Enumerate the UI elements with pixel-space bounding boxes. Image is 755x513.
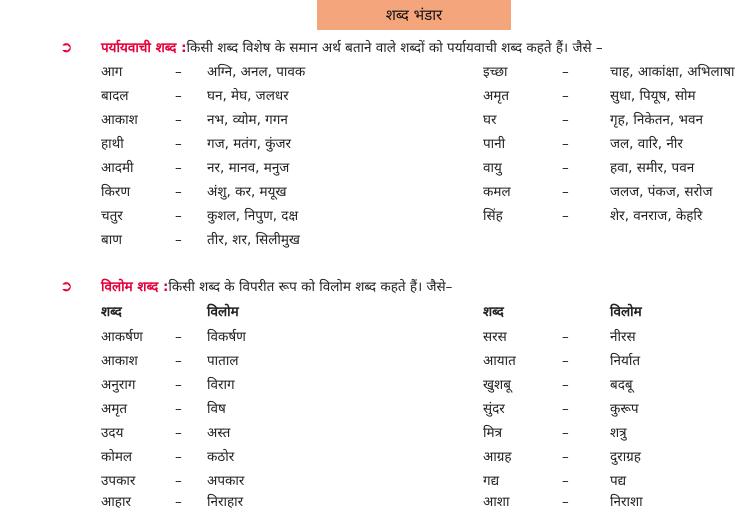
synonyms: जलज, पंकज, सरोज bbox=[610, 184, 713, 200]
opposite: अपकार bbox=[207, 473, 245, 489]
word: घर bbox=[483, 112, 497, 128]
opposite: शत्रु bbox=[610, 425, 627, 441]
word: उदय bbox=[101, 425, 124, 441]
synonyms: गज, मतंग, कुंजर bbox=[207, 136, 292, 152]
antonyms-header-row bbox=[0, 301, 755, 323]
synonym-row bbox=[0, 157, 755, 179]
dash: – bbox=[562, 401, 569, 417]
synonyms: घन, मेघ, जलधर bbox=[207, 88, 289, 104]
dash: – bbox=[175, 208, 182, 224]
word: वायु bbox=[483, 160, 502, 176]
dash: – bbox=[175, 473, 182, 489]
word: कमल bbox=[483, 184, 511, 200]
opposite: दुराग्रह bbox=[610, 449, 641, 465]
synonyms: चाह, आकांक्षा, अभिलाषा bbox=[610, 64, 735, 80]
column-header-word: शब्द bbox=[483, 304, 504, 320]
synonyms: हवा, समीर, पवन bbox=[610, 160, 695, 176]
synonym-row bbox=[0, 61, 755, 83]
dash: – bbox=[175, 353, 182, 369]
opposite: विष bbox=[207, 401, 226, 417]
antonyms-heading bbox=[60, 276, 452, 296]
word: सुंदर bbox=[483, 401, 505, 417]
word: आग्रह bbox=[483, 449, 512, 465]
opposite: कुरूप bbox=[610, 401, 639, 417]
synonyms: अंशु, कर, मयूख bbox=[207, 184, 287, 200]
page-title: शब्द भंडार bbox=[317, 0, 511, 30]
opposite: निराशा bbox=[610, 494, 643, 510]
synonyms-heading bbox=[60, 37, 603, 57]
antonym-row bbox=[0, 422, 755, 444]
dash: – bbox=[175, 232, 182, 248]
opposite: विकर्षण bbox=[207, 329, 246, 345]
dash: – bbox=[175, 494, 182, 510]
word: हाथी bbox=[101, 136, 124, 152]
word: इच्छा bbox=[483, 64, 508, 80]
opposite: पाताल bbox=[207, 353, 239, 369]
antonyms-description: किसी शब्द के विपरीत रूप को विलोम शब्द कहते हैं। जैसे– bbox=[168, 279, 453, 295]
synonym-row bbox=[0, 181, 755, 203]
word: आकाश bbox=[101, 353, 138, 369]
dash: – bbox=[562, 160, 569, 176]
dash: – bbox=[562, 353, 569, 369]
opposite: बदबू bbox=[610, 377, 633, 393]
word: आकाश bbox=[101, 112, 138, 128]
synonym-row bbox=[0, 133, 755, 155]
dash: – bbox=[175, 425, 182, 441]
word: अमृत bbox=[101, 401, 128, 417]
dash: – bbox=[562, 449, 569, 465]
word: कोमल bbox=[101, 449, 133, 465]
word: चतुर bbox=[101, 208, 123, 224]
word: बादल bbox=[101, 88, 129, 104]
dash: – bbox=[175, 112, 182, 128]
word: गद्य bbox=[483, 473, 500, 489]
word: बाण bbox=[101, 232, 122, 248]
word: किरण bbox=[101, 184, 131, 200]
word: उपकार bbox=[101, 473, 136, 489]
column-header-opposite: विलोम bbox=[207, 304, 239, 320]
dash: – bbox=[175, 329, 182, 345]
synonyms: नभ, व्योम, गगन bbox=[207, 112, 288, 128]
dash: – bbox=[562, 136, 569, 152]
synonyms: गृह, निकेतन, भवन bbox=[610, 112, 703, 128]
word: सरस bbox=[483, 329, 507, 345]
synonyms-label: पर्यायवाची शब्द : bbox=[101, 40, 187, 56]
word: आयात bbox=[483, 353, 516, 369]
dash: – bbox=[175, 449, 182, 465]
synonyms: शेर, वनराज, केहरि bbox=[610, 208, 703, 224]
word: खुशबू bbox=[483, 377, 511, 393]
column-header-word: शब्द bbox=[101, 304, 122, 320]
dash: – bbox=[175, 377, 182, 393]
synonym-row bbox=[0, 205, 755, 227]
dash: – bbox=[562, 184, 569, 200]
synonyms: कुशल, निपुण, दक्ष bbox=[207, 208, 299, 224]
dash: – bbox=[562, 473, 569, 489]
dash: – bbox=[562, 425, 569, 441]
word: सिंह bbox=[483, 208, 503, 224]
antonym-row bbox=[0, 326, 755, 348]
antonym-row bbox=[0, 350, 755, 372]
dash: – bbox=[175, 184, 182, 200]
antonym-row bbox=[0, 491, 755, 513]
synonyms: तीर, शर, सिलीमुख bbox=[207, 232, 300, 248]
dash: – bbox=[175, 401, 182, 417]
dash: – bbox=[562, 329, 569, 345]
dash: – bbox=[562, 208, 569, 224]
synonyms: जल, वारि, नीर bbox=[610, 136, 683, 152]
opposite: विराग bbox=[207, 377, 235, 393]
arrow-bullet-icon: ➲ bbox=[60, 38, 73, 56]
synonym-row bbox=[0, 109, 755, 131]
antonyms-label: विलोम शब्द : bbox=[101, 279, 169, 295]
word: आदमी bbox=[101, 160, 134, 176]
arrow-bullet-icon: ➲ bbox=[60, 277, 73, 295]
dash: – bbox=[175, 136, 182, 152]
dash: – bbox=[175, 160, 182, 176]
synonym-row bbox=[0, 229, 755, 251]
dash: – bbox=[175, 64, 182, 80]
opposite: निर्यात bbox=[610, 353, 641, 369]
synonyms: अग्नि, अनल, पावक bbox=[207, 64, 306, 80]
word: आकर्षण bbox=[101, 329, 143, 345]
antonym-row bbox=[0, 470, 755, 492]
dash: – bbox=[562, 494, 569, 510]
antonym-row bbox=[0, 374, 755, 396]
word: पानी bbox=[483, 136, 506, 152]
opposite: निराहार bbox=[207, 494, 244, 510]
column-header-opposite: विलोम bbox=[610, 304, 642, 320]
opposite: अस्त bbox=[207, 425, 231, 441]
dash: – bbox=[562, 64, 569, 80]
word: अनुराग bbox=[101, 377, 136, 393]
dash: – bbox=[562, 88, 569, 104]
word: आहार bbox=[101, 494, 131, 510]
antonym-row bbox=[0, 398, 755, 420]
word: आशा bbox=[483, 494, 510, 510]
synonyms: सुधा, पियूष, सोम bbox=[610, 88, 696, 104]
opposite: कठोर bbox=[207, 449, 235, 465]
opposite: पद्य bbox=[610, 473, 627, 489]
word: मित्र bbox=[483, 425, 503, 441]
dash: – bbox=[175, 88, 182, 104]
dash: – bbox=[562, 112, 569, 128]
synonyms: नर, मानव, मनुज bbox=[207, 160, 290, 176]
synonyms-description: किसी शब्द विशेष के समान अर्थ बताने वाले शब्दों को पर्यायवाची शब्द कहते हैं। जैसे – bbox=[186, 40, 603, 56]
dash: – bbox=[562, 377, 569, 393]
antonym-row bbox=[0, 446, 755, 468]
word: आग bbox=[101, 64, 123, 80]
opposite: नीरस bbox=[610, 329, 636, 345]
word: अमृत bbox=[483, 88, 510, 104]
synonym-row bbox=[0, 85, 755, 107]
